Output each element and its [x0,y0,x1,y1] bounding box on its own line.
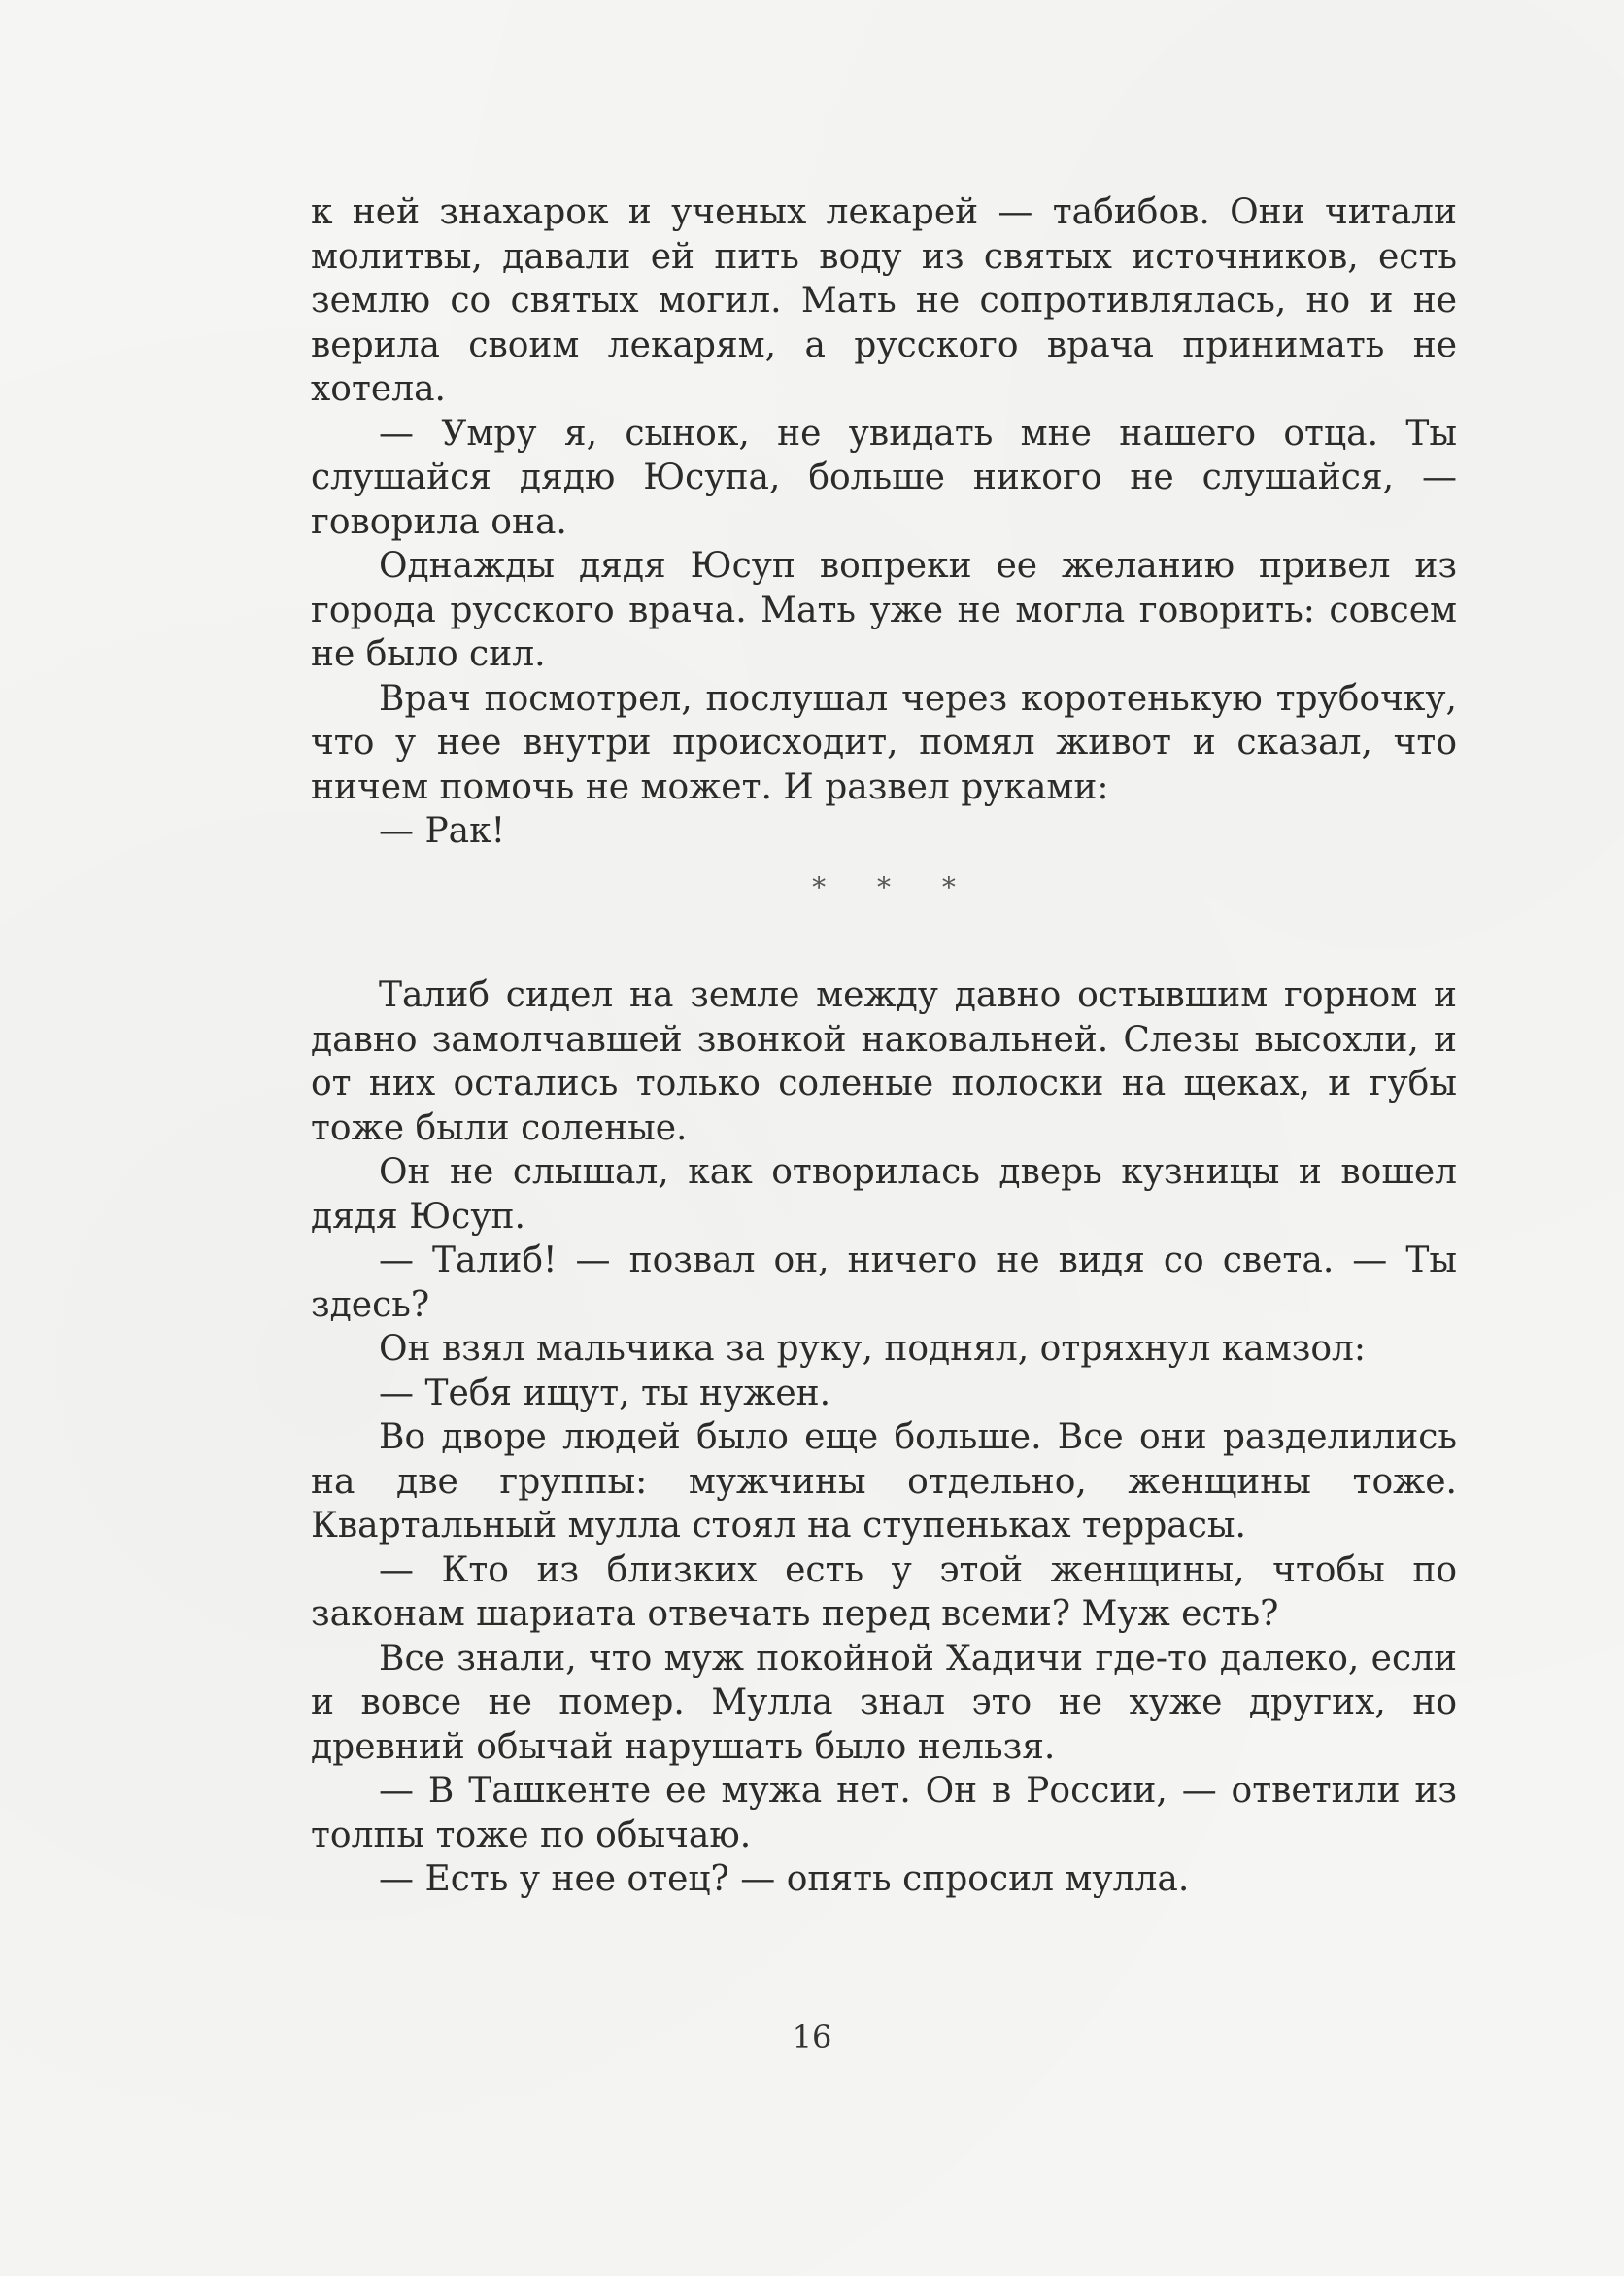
paragraph-uncle-enters: Он не слышал, как отворилась дверь кузницы и вошел дядя Юсуп. [311,1152,1457,1237]
paragraph-diagnosis: — Рак! [379,811,506,851]
paragraph-courtyard: Во дворе людей было еще больше. Все они разделились на две группы: мужчины отдельно, женщины тоже. Квартальный мулла стоял на ступеньках террасы. [311,1417,1457,1546]
section-separator: * * * [812,870,977,903]
body-text [311,190,1457,1902]
paragraph-mulla-question: — Кто из близких есть у этой женщины, чтобы по законам шариата отвечать перед всеми? Муж есть? [311,1549,1457,1634]
paragraph-everyone-knew: Все знали, что муж покойной Хадичи где-то далеко, если и вовсе не помер. Мулла знал это не хуже других, но древний обычай нарушать было нельзя. [311,1638,1457,1767]
page-number: 16 [792,2019,832,2055]
paragraph-continuation: к ней знахарок и ученых лекарей — табибов. Они читали молитвы, давали ей пить воду из святых источников, есть землю со святых могил. Мать не сопротивлялась, но и не верила своим лекарям, а русского врача принимать не хотела. [311,192,1457,409]
paragraph-crowd-answer: — В Ташкенте ее мужа нет. Он в России, — ответили из толпы тоже по обычаю. [311,1771,1457,1855]
paragraph-doctor-brought: Однажды дядя Юсуп вопреки ее желанию привел из города русского врача. Мать уже не могла говорить: совсем не было сил. [311,546,1457,674]
paragraph-uncle-calls: — Талиб! — позвал он, ничего не видя со света. — Ты здесь? [311,1240,1457,1325]
paragraph-mother-speech: — Умру я, сынок, не увидать мне нашего отца. Ты слушайся дядю Юсупа, больше никого не слушайся, — говорила она. [311,413,1457,542]
paragraph-lifts-boy: Он взял мальчика за руку, поднял, отряхнул камзол: [379,1329,1367,1369]
paragraph-talib-sitting: Талиб сидел на земле между давно остывшим горном и давно замолчавшей звонкой наковальней. Слезы высохли, и от них остались только соленые полоски на щеках, и губы тоже были соленые. [311,975,1457,1148]
paragraph-father-question: — Есть у нее отец? — опять спросил мулла. [379,1859,1190,1899]
paragraph-you-are-needed: — Тебя ищут, ты нужен. [379,1373,831,1413]
paragraph-doctor-exam: Врач посмотрел, послушал через коротенькую трубочку, что у нее внутри происходит, помял живот и сказал, что ничем помочь не может. И развел руками: [311,678,1457,807]
